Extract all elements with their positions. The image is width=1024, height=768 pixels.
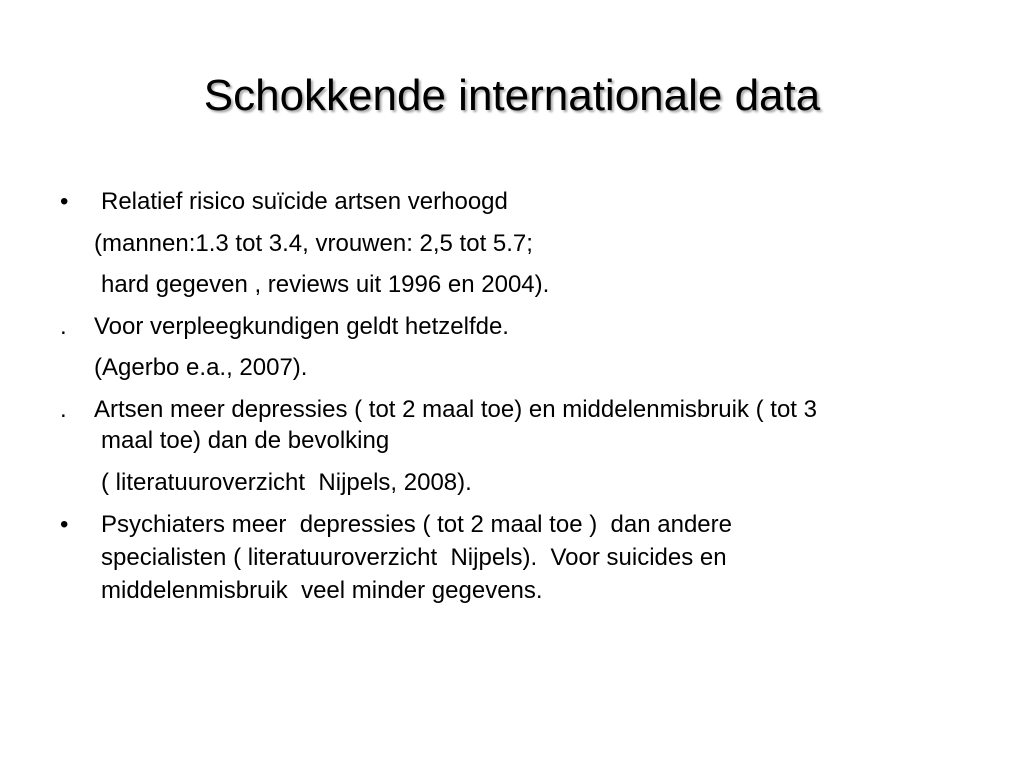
bullet-marker: • (60, 511, 69, 538)
body-text-line: specialisten ( literatuuroverzicht Nijpels). Voor suicides en (101, 544, 727, 571)
body-text-line: maal toe) dan de bevolking (101, 427, 390, 454)
body-text-line: (mannen:1.3 tot 3.4, vrouwen: 2,5 tot 5.7; (94, 230, 533, 257)
period-marker: . (60, 396, 67, 423)
body-text-line: hard gegeven , reviews uit 1996 en 2004). (101, 271, 550, 298)
body-text-line: (Agerbo e.a., 2007). (94, 354, 308, 381)
body-text-line: Psychiaters meer depressies ( tot 2 maal toe ) dan andere (101, 511, 732, 538)
body-text-line: Relatief risico suïcide artsen verhoogd (101, 188, 508, 215)
period-marker: . (60, 313, 67, 340)
body-text-line: Voor verpleegkundigen geldt hetzelfde. (94, 313, 509, 340)
bullet-marker: • (60, 188, 69, 215)
body-text-line: middelenmisbruik veel minder gegevens. (101, 577, 543, 604)
body-text-line: Artsen meer depressies ( tot 2 maal toe) en middelenmisbruik ( tot 3 (94, 396, 817, 423)
slide-title: Schokkende internationale data (203, 71, 821, 120)
body-text-line: ( literatuuroverzicht Nijpels, 2008). (101, 469, 472, 496)
